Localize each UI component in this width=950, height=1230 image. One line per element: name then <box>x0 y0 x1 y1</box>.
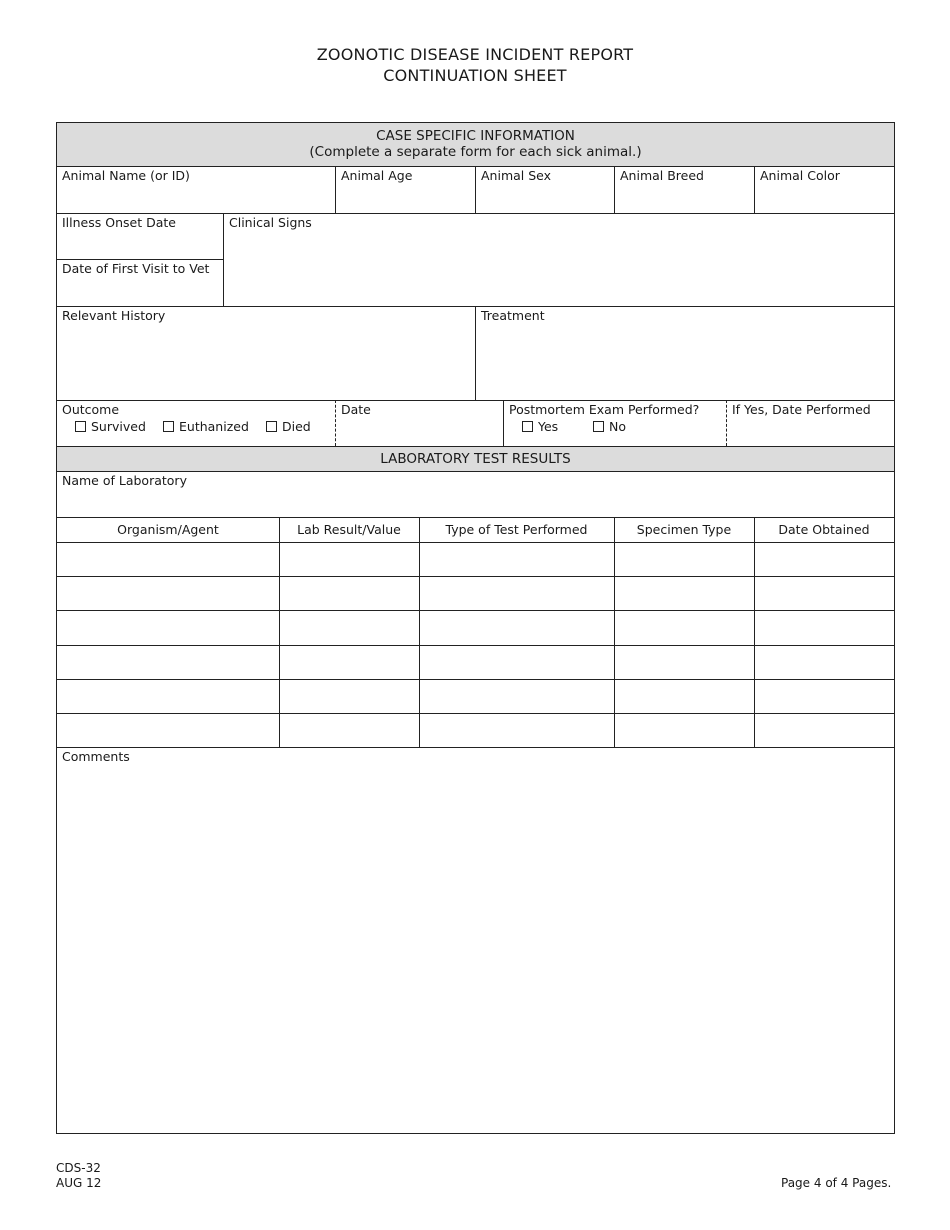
lab-section-heading: LABORATORY TEST RESULTS <box>380 451 571 467</box>
treatment-field[interactable] <box>476 307 894 399</box>
outcome-euthanized-checkbox[interactable] <box>163 419 249 434</box>
postmortem-no-label: No <box>609 419 626 434</box>
illness-onset-label: Illness Onset Date <box>62 215 176 230</box>
animal-sex-label: Animal Sex <box>481 168 552 183</box>
outcome-date-label: Date <box>341 402 371 417</box>
outcome-died-checkbox[interactable] <box>266 419 311 434</box>
checkbox-icon <box>266 421 277 432</box>
lab-name-field[interactable] <box>57 472 894 517</box>
form-date: AUG 12 <box>56 1176 102 1190</box>
animal-age-label: Animal Age <box>341 168 413 183</box>
postmortem-yes-label: Yes <box>538 419 559 434</box>
animal-name-label: Animal Name (or ID) <box>62 168 190 183</box>
checkbox-icon <box>75 421 86 432</box>
form-title-block <box>0 44 950 86</box>
animal-sex-field[interactable] <box>476 167 615 213</box>
table-row[interactable] <box>57 577 894 610</box>
outcome-survived-checkbox[interactable] <box>75 419 146 434</box>
outcome-label: Outcome <box>62 402 120 417</box>
animal-color-field[interactable] <box>755 167 894 213</box>
table-row[interactable] <box>57 714 894 747</box>
animal-age-field[interactable] <box>336 167 476 213</box>
checkbox-icon <box>163 421 174 432</box>
lab-results-table <box>57 518 894 747</box>
column-header-result: Lab Result/Value <box>297 522 401 537</box>
case-section-subheading: (Complete a separate form for each sick animal.) <box>309 144 642 160</box>
form-code: CDS-32 <box>56 1161 101 1175</box>
outcome-died-label: Died <box>282 419 311 434</box>
column-header-specimen: Specimen Type <box>636 522 732 537</box>
postmortem-label: Postmortem Exam Performed? <box>509 402 700 417</box>
outcome-field <box>57 401 335 446</box>
postmortem-date-field[interactable] <box>727 401 894 446</box>
comments-field[interactable] <box>57 748 894 1133</box>
checkbox-icon <box>522 421 533 432</box>
table-row[interactable] <box>57 611 894 645</box>
column-header-test-type: Type of Test Performed <box>445 522 588 537</box>
form-subtitle: CONTINUATION SHEET <box>383 66 567 85</box>
relevant-history-field[interactable] <box>57 307 475 399</box>
outcome-survived-label: Survived <box>91 419 146 434</box>
postmortem-yes-checkbox[interactable] <box>522 419 558 434</box>
case-section-header <box>57 123 894 166</box>
lab-name-label: Name of Laboratory <box>62 473 187 488</box>
animal-breed-label: Animal Breed <box>620 168 704 183</box>
postmortem-date-label: If Yes, Date Performed <box>732 402 871 417</box>
postmortem-no-checkbox[interactable] <box>593 419 626 434</box>
postmortem-field <box>504 401 726 446</box>
animal-name-field[interactable] <box>57 167 336 213</box>
illness-onset-field[interactable] <box>57 214 223 259</box>
clinical-signs-label: Clinical Signs <box>229 215 312 230</box>
checkbox-icon <box>593 421 604 432</box>
comments-label: Comments <box>62 749 130 764</box>
first-visit-field[interactable] <box>57 260 223 305</box>
lab-section-header <box>57 447 894 471</box>
page-indicator: Page 4 of 4 Pages. <box>781 1176 892 1190</box>
animal-color-label: Animal Color <box>760 168 840 183</box>
incident-report-form <box>56 122 895 1134</box>
case-section-heading: CASE SPECIFIC INFORMATION <box>376 128 575 144</box>
first-visit-label: Date of First Visit to Vet <box>62 261 210 276</box>
table-row[interactable] <box>57 543 894 576</box>
outcome-euthanized-label: Euthanized <box>179 419 249 434</box>
column-header-date: Date Obtained <box>778 522 870 537</box>
form-title: ZOONOTIC DISEASE INCIDENT REPORT <box>316 45 634 64</box>
treatment-label: Treatment <box>481 308 545 323</box>
form-code-block <box>56 1161 101 1191</box>
clinical-signs-field[interactable] <box>224 214 894 306</box>
table-row[interactable] <box>57 646 894 679</box>
outcome-date-field[interactable] <box>336 401 504 446</box>
animal-breed-field[interactable] <box>615 167 755 213</box>
table-row[interactable] <box>57 680 894 713</box>
relevant-history-label: Relevant History <box>62 308 166 323</box>
column-header-organism: Organism/Agent <box>117 522 219 537</box>
